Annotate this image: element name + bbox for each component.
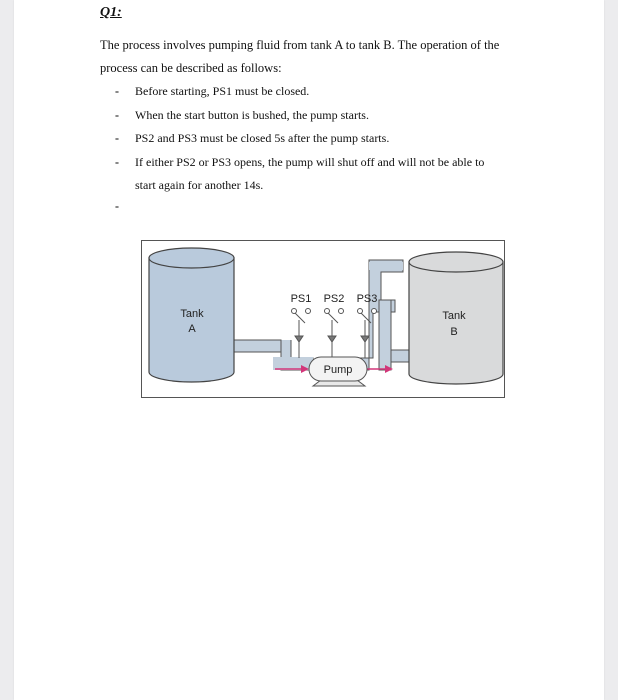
process-diagram-svg: [141, 240, 505, 398]
tank-a-body: [149, 258, 234, 382]
tank-b: [409, 252, 503, 384]
ps3-label: PS3: [356, 293, 378, 305]
bullet-marker: -: [115, 131, 119, 145]
tank-b-top: [409, 252, 503, 272]
list-item: - If either PS2 or PS3 opens, the pump will shut off and will not be able to: [115, 151, 555, 175]
switch-contact: [292, 309, 297, 314]
process-diagram: [141, 240, 505, 398]
intro-paragraph: [100, 34, 560, 80]
pipe-segment: [369, 262, 403, 270]
ps1-label: PS1: [290, 293, 312, 305]
ps2-label: PS2: [323, 293, 345, 305]
intro-line-2: process can be described as follows:: [100, 61, 282, 75]
bullet-marker: -: [115, 84, 119, 98]
empty-bullet-marker: -: [115, 199, 119, 213]
tank-b-label-line2: B: [450, 326, 458, 338]
tank-a-top: [149, 248, 234, 268]
pipe-out-a: [234, 340, 281, 352]
list-item-continuation: start again for another 14s.: [135, 178, 264, 192]
switch-contact: [358, 309, 363, 314]
bullet-marker: -: [115, 107, 119, 122]
list-item: - When the start button is bushed, the pump starts.: [115, 104, 555, 128]
tank-b-body: [409, 262, 503, 384]
list-item: - PS2 and PS3 must be closed 5s after the pump starts.: [115, 127, 555, 151]
tank-a: [149, 248, 234, 382]
bullet-marker: -: [115, 154, 119, 169]
intro-line-1: The process involves pumping fluid from tank A to tank B. The operation of the: [100, 38, 500, 52]
pipe-riser: [379, 300, 391, 370]
switch-contact: [325, 309, 330, 314]
pipe-into-b: [391, 350, 409, 362]
list-item: - Before starting, PS1 must be closed.: [115, 80, 555, 104]
switch-contact: [339, 309, 344, 314]
pump-label: Pump: [323, 364, 353, 376]
question-heading: Q1:: [100, 5, 122, 20]
tank-a-label-line2: A: [188, 323, 196, 335]
switch-contact: [306, 309, 311, 314]
switch-contact: [372, 309, 377, 314]
tank-a-label-line1: Tank: [180, 308, 204, 320]
document-page: [14, 0, 604, 700]
requirements-list: [115, 80, 555, 198]
tank-b-label-line1: Tank: [442, 310, 466, 322]
